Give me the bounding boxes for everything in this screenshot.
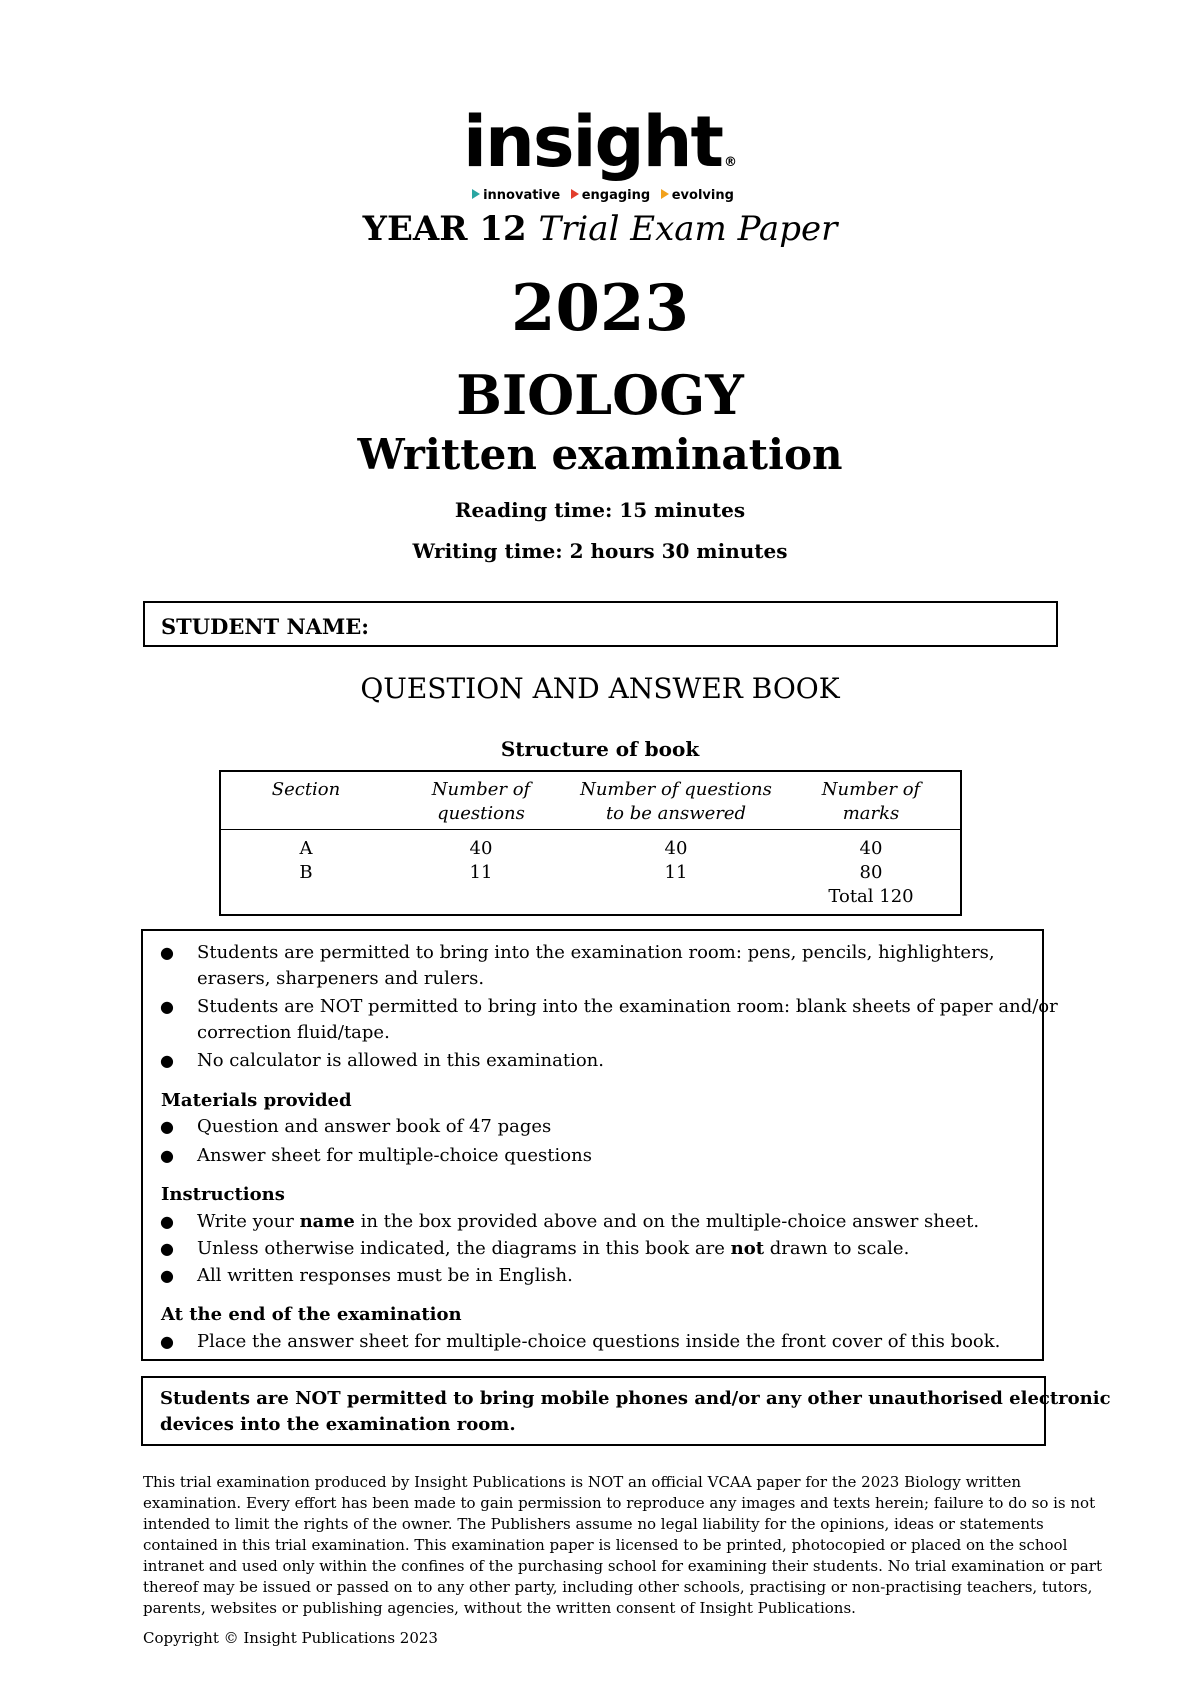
table-cell: 80	[859, 862, 883, 883]
end-item: Place the answer sheet for multiple-choice questions inside the front cover of this book.	[197, 1331, 1001, 1352]
bullet-icon: ●	[160, 1117, 174, 1136]
bullet-icon: ●	[160, 1051, 174, 1070]
header-questions-to-answer: Number of questions to be answered	[580, 779, 772, 824]
year-level: YEAR 12	[362, 209, 527, 249]
table-header-rule	[221, 829, 960, 830]
year-level-line	[0, 208, 1200, 250]
table-cell: 40	[469, 838, 493, 859]
disclaimer-line: parents, websites or publishing agencies, without the written consent of Insight Publications.	[143, 1599, 856, 1617]
header-number-of-questions: Number of questions	[431, 779, 531, 824]
table-cell: 40	[859, 838, 883, 859]
tagline-word-3: evolving	[671, 188, 734, 203]
reading-time: Reading time: 15 minutes	[454, 498, 746, 522]
header-number-of-marks: Number of marks	[821, 779, 921, 824]
table-cell: 40	[664, 838, 688, 859]
exam-year: 2023	[510, 271, 690, 346]
materials-item: Question and answer book of 47 pages	[197, 1116, 552, 1137]
subject-title: BIOLOGY	[456, 363, 744, 427]
warning-line: devices into the examination room.	[160, 1414, 516, 1435]
bullet-icon: ●	[160, 1146, 174, 1165]
instruction-item: Write your name in the box provided above and on the multiple-choice answer sheet.	[197, 1211, 980, 1232]
tagline-word-1: innovative	[483, 188, 561, 203]
instruction-item: Unless otherwise indicated, the diagrams in this book are not drawn to scale.	[197, 1238, 910, 1259]
bullet-icon: ●	[160, 1212, 174, 1231]
logo-wordmark: insight	[463, 101, 722, 183]
copyright: Copyright © Insight Publications 2023	[143, 1629, 438, 1647]
end-heading: At the end of the examination	[161, 1304, 462, 1325]
materials-item: Answer sheet for multiple-choice questions	[197, 1145, 592, 1166]
structure-title: Structure of book	[500, 737, 700, 761]
orange-triangle-icon	[661, 189, 669, 199]
teal-triangle-icon	[472, 189, 480, 199]
disclaimer-line: intranet and used only within the confines of the purchasing school for examining their students. No trial examination or part	[143, 1557, 1102, 1575]
warning-line: Students are NOT permitted to bring mobile phones and/or any other unauthorised electronic	[160, 1388, 1111, 1409]
student-name-box[interactable]	[143, 601, 1058, 647]
warning-box	[141, 1376, 1111, 1446]
bullet-icon: ●	[160, 1332, 174, 1351]
rules-box	[141, 929, 1058, 1361]
disclaimer-line: contained in this trial examination. This examination paper is licensed to be printed, photocopied or placed on the school	[143, 1536, 1068, 1554]
tagline-word-2: engaging	[581, 188, 651, 203]
structure-table	[219, 770, 962, 916]
instructions-heading: Instructions	[161, 1184, 285, 1205]
book-title: QUESTION AND ANSWER BOOK	[360, 672, 840, 705]
instruction-item: All written responses must be in English.	[197, 1265, 573, 1286]
header-section: Section	[271, 779, 341, 800]
red-triangle-icon	[571, 189, 579, 199]
bullet-icon: ●	[160, 1239, 174, 1258]
table-cell: A	[299, 838, 313, 859]
exam-type: Written examination	[357, 430, 843, 479]
paper-type: Trial Exam Paper	[538, 209, 838, 249]
rule-line: Students are NOT permitted to bring into the examination room: blank sheets of paper and/or	[197, 996, 1058, 1017]
disclaimer-line: examination. Every effort has been made to gain permission to reproduce any images and texts herein; failure to do so is not	[143, 1494, 1096, 1512]
bullet-icon: ●	[160, 1266, 174, 1285]
student-name-label: STUDENT NAME:	[161, 614, 369, 639]
logo-tagline	[0, 188, 1200, 204]
table-cell: 11	[469, 862, 493, 883]
rule-line: erasers, sharpeners and rulers.	[197, 968, 485, 989]
table-total: Total 120	[828, 886, 914, 907]
table-cell: 11	[664, 862, 688, 883]
disclaimer-line: intended to limit the rights of the owner. The Publishers assume no legal liability for the opinions, ideas or statements	[143, 1515, 1044, 1533]
bullet-icon: ●	[160, 997, 174, 1016]
materials-heading: Materials provided	[161, 1090, 352, 1111]
rule-line: No calculator is allowed in this examination.	[197, 1050, 604, 1071]
writing-time: Writing time: 2 hours 30 minutes	[412, 539, 788, 563]
disclaimer-line: thereof may be issued or passed on to any other party, including other schools, practising or non-practising teachers, tutors,	[143, 1578, 1093, 1596]
registered-mark: ®	[723, 155, 737, 170]
rule-line: Students are permitted to bring into the examination room: pens, pencils, highlighters,	[197, 942, 995, 963]
table-cell: B	[299, 862, 313, 883]
bullet-icon: ●	[160, 943, 174, 962]
disclaimer-line: This trial examination produced by Insight Publications is NOT an official VCAA paper for the 2023 Biology written	[143, 1473, 1022, 1491]
rule-line: correction fluid/tape.	[197, 1022, 390, 1043]
